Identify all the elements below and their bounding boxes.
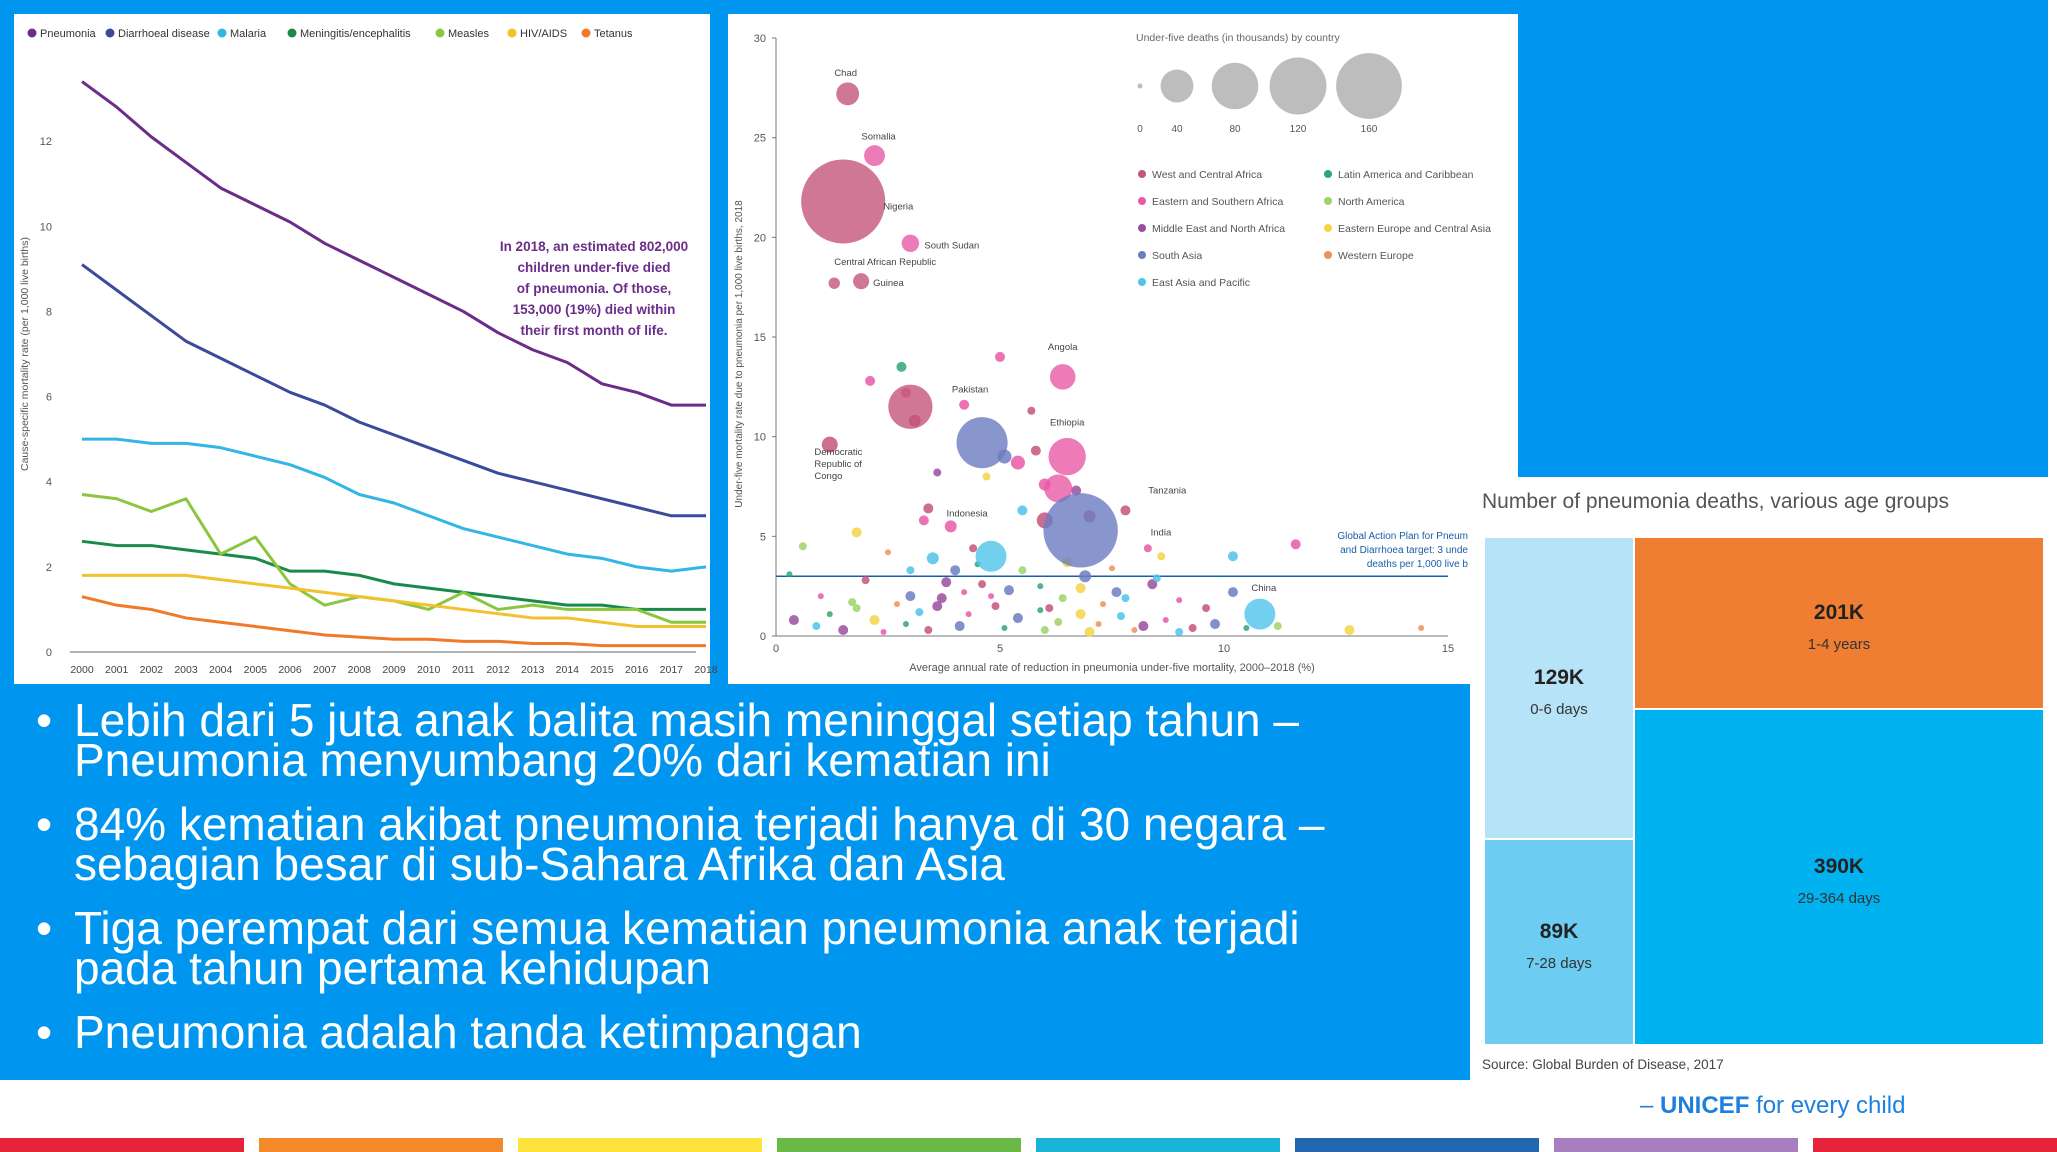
- data-point: [862, 576, 870, 584]
- treemap-title: Number of pneumonia deaths, various age groups: [1482, 490, 1949, 513]
- data-point: [1274, 622, 1282, 630]
- legend-label: Tetanus: [594, 28, 633, 40]
- bullet-line: sebagian besar di sub-Sahara Afrika dan Asia: [74, 838, 1005, 890]
- target-label: Global Action Plan for Pneum: [1337, 531, 1468, 542]
- region-swatch: [1138, 278, 1146, 286]
- bubble-nigeria: [801, 159, 885, 243]
- x-tick-label: 2008: [347, 664, 372, 676]
- treemap-value: 129K: [1533, 666, 1585, 689]
- data-point: [915, 608, 923, 616]
- bullet-dot: •: [36, 902, 53, 954]
- x-tick-label: 2003: [174, 664, 198, 676]
- size-legend-label: 120: [1289, 124, 1307, 135]
- treemap-value: 390K: [1813, 855, 1865, 878]
- data-point: [1004, 585, 1014, 595]
- region-swatch: [1138, 224, 1146, 232]
- data-point: [955, 621, 965, 631]
- data-point: [1076, 609, 1086, 619]
- x-tick-label: 2002: [139, 664, 164, 676]
- bullet-item: [36, 798, 1456, 890]
- data-point: [923, 503, 933, 513]
- annotation-line: of pneumonia. Of those,: [516, 281, 672, 296]
- color-stripe: [1036, 1138, 1280, 1152]
- x-tick-label: 0: [772, 643, 780, 655]
- data-point: [945, 520, 957, 532]
- line-chart: [14, 14, 718, 684]
- bullet-line: Pneumonia menyumbang 20% dari kematian ini: [74, 734, 1051, 786]
- region-swatch: [1138, 197, 1146, 205]
- data-point: [1121, 594, 1129, 602]
- country-label: Republic of: [814, 458, 862, 470]
- data-point: [848, 598, 856, 606]
- bubble-chart: [728, 14, 1518, 684]
- data-point: [1157, 552, 1165, 560]
- bubble-guinea: [853, 273, 869, 289]
- data-point: [1001, 625, 1007, 631]
- country-label: China: [1251, 583, 1277, 595]
- region-label: South Asia: [1152, 250, 1203, 262]
- bubble-china: [1244, 599, 1275, 630]
- legend-swatch: [582, 29, 591, 38]
- footer-brand: UNICEF: [1660, 1092, 1750, 1119]
- treemap-label: 29-364 days: [1797, 890, 1881, 907]
- y-tick-label: 0: [45, 647, 52, 659]
- data-point: [969, 544, 977, 552]
- y-tick-label: 5: [759, 531, 766, 544]
- x-tick-label: 2010: [416, 664, 441, 676]
- legend-swatch: [28, 29, 37, 38]
- color-stripe: [1813, 1138, 2057, 1152]
- country-label: Ethiopia: [1050, 417, 1085, 429]
- annotation-line: their first month of life.: [520, 323, 668, 338]
- footer-tagline-text: for every child: [1749, 1092, 1906, 1119]
- country-label: India: [1150, 527, 1172, 539]
- data-point: [959, 400, 969, 410]
- data-point: [950, 565, 960, 575]
- data-point: [786, 571, 792, 577]
- legend-label: Malaria: [230, 28, 267, 40]
- country-label: Nigeria: [883, 201, 914, 213]
- bubble-chad: [836, 82, 859, 105]
- bullet-line: Pneumonia adalah tanda ketimpangan: [74, 1006, 862, 1058]
- x-tick-label: 2015: [590, 664, 614, 676]
- data-point: [1037, 583, 1043, 589]
- bullet-line: Tiga perempat dari semua kematian pneumonia anak terjadi: [74, 902, 1300, 954]
- series-line-tetanus: [82, 597, 706, 646]
- size-legend-circle: [1270, 58, 1327, 115]
- data-point: [1163, 617, 1169, 623]
- y-tick-label: 2: [45, 561, 52, 574]
- data-point: [1045, 604, 1053, 612]
- y-axis-label: Cause-specific mortality rate (per 1,000 live births): [19, 236, 31, 472]
- y-axis-label: Under-five mortality rate due to pneumonia per 1,000 live births, 2018: [734, 200, 745, 508]
- bullet-item: [36, 1006, 1456, 1058]
- data-point: [941, 577, 951, 587]
- y-tick-label: 25: [753, 132, 766, 145]
- bubble-indonesia: [976, 541, 1007, 572]
- data-point: [903, 621, 909, 627]
- x-tick-label: 2013: [520, 664, 545, 676]
- bullet-line: pada tahun pertama kehidupan: [74, 942, 711, 994]
- data-point: [905, 591, 915, 601]
- data-point: [1059, 594, 1067, 602]
- y-tick-label: 15: [753, 332, 766, 344]
- data-point: [983, 473, 991, 481]
- data-point: [827, 611, 833, 617]
- bubble-somalia: [864, 145, 885, 166]
- country-label: Democratic: [814, 446, 863, 458]
- data-point: [1079, 570, 1091, 582]
- data-point: [1096, 621, 1102, 627]
- data-point: [818, 593, 824, 599]
- color-stripe: [777, 1138, 1021, 1152]
- x-tick-label: 2006: [278, 664, 302, 676]
- region-label: Western Europe: [1338, 250, 1414, 262]
- data-point: [992, 602, 1000, 610]
- region-label: West and Central Africa: [1152, 169, 1263, 181]
- x-tick-label: 2007: [312, 664, 337, 676]
- region-swatch: [1324, 197, 1332, 205]
- y-tick-label: 4: [45, 476, 52, 489]
- country-label: Pakistan: [951, 384, 989, 396]
- legend-label: HIV/AIDS: [520, 28, 568, 40]
- data-point: [1243, 625, 1249, 631]
- data-point: [961, 589, 967, 595]
- treemap-value: 89K: [1539, 920, 1579, 943]
- region-label: Eastern and Southern Africa: [1152, 196, 1284, 208]
- x-tick-label: 2016: [624, 664, 649, 676]
- data-point: [1202, 604, 1210, 612]
- annotation-line: children under-five died: [517, 260, 671, 275]
- legend-swatch: [436, 29, 445, 38]
- treemap-label: 1-4 years: [1807, 636, 1871, 653]
- bullet-list: [36, 694, 1456, 1076]
- x-tick-label: 5: [996, 643, 1004, 655]
- treemap-label: 0-6 days: [1530, 701, 1588, 718]
- treemap-value: 201K: [1813, 601, 1865, 624]
- series-line-malaria: [82, 439, 706, 571]
- data-point: [812, 622, 820, 630]
- data-point: [1076, 583, 1086, 593]
- annotation-line: 153,000 (19%) died within: [512, 302, 676, 317]
- legend-swatch: [288, 29, 297, 38]
- x-tick-label: 2009: [382, 664, 406, 676]
- size-legend-circle: [1161, 70, 1194, 103]
- region-swatch: [1324, 224, 1332, 232]
- data-point: [1027, 407, 1035, 415]
- size-legend-label: 80: [1229, 124, 1241, 135]
- data-point: [978, 580, 986, 588]
- data-point: [1018, 566, 1026, 574]
- footer-dash: –: [1640, 1092, 1661, 1119]
- bullet-dot: •: [36, 694, 53, 746]
- data-point: [1344, 625, 1354, 635]
- country-label: Central African Republic: [834, 257, 937, 269]
- legend-label: Meningitis/encephalitis: [300, 28, 411, 40]
- x-tick-label: 15: [1441, 643, 1455, 655]
- data-point: [881, 629, 887, 635]
- data-point: [1085, 627, 1095, 637]
- x-tick-label: 2005: [243, 664, 268, 676]
- size-legend-label: 0: [1137, 124, 1143, 135]
- data-point: [1109, 565, 1115, 571]
- data-point: [1176, 597, 1182, 603]
- data-point: [919, 515, 929, 525]
- data-point: [932, 601, 942, 611]
- region-swatch: [1324, 251, 1332, 259]
- bubble-chart-panel: [728, 14, 1518, 684]
- bullet-dot: •: [36, 798, 53, 850]
- target-label: and Diarrhoea target: 3 unde: [1340, 545, 1468, 556]
- data-point: [865, 376, 875, 386]
- data-point: [1228, 551, 1238, 561]
- series-line-measles: [82, 494, 706, 622]
- x-tick-label: 2018: [694, 664, 718, 676]
- treemap-source: Source: Global Burden of Disease, 2017: [1482, 1057, 1724, 1072]
- y-tick-label: 30: [753, 33, 766, 45]
- x-tick-label: 2017: [659, 664, 684, 676]
- x-tick-label: 2012: [486, 664, 510, 676]
- y-tick-label: 0: [759, 631, 766, 643]
- bubble-india: [1043, 493, 1117, 567]
- data-point: [852, 527, 862, 537]
- x-axis-label: Average annual rate of reduction in pneumonia under-five mortality, 2000–2018 (%): [909, 662, 1315, 674]
- data-point: [1120, 505, 1130, 515]
- x-tick-label: 2014: [555, 664, 580, 676]
- data-point: [1017, 505, 1027, 515]
- data-point: [1144, 544, 1152, 552]
- data-point: [1189, 624, 1197, 632]
- data-point: [885, 549, 891, 555]
- color-stripe: [1554, 1138, 1798, 1152]
- country-label: South Sudan: [924, 240, 980, 252]
- size-legend-label: 40: [1171, 124, 1183, 135]
- bullet-dot: •: [36, 1006, 53, 1058]
- data-point: [995, 352, 1005, 362]
- y-tick-label: 10: [39, 221, 52, 234]
- size-legend-circle: [1138, 84, 1143, 89]
- data-point: [1041, 626, 1049, 634]
- bubble-angola: [1050, 364, 1076, 390]
- data-point: [1100, 601, 1106, 607]
- size-legend-circle: [1336, 53, 1402, 119]
- data-point: [988, 593, 994, 599]
- color-stripe: [0, 1138, 244, 1152]
- color-stripe: [259, 1138, 503, 1152]
- data-point: [838, 625, 848, 635]
- treemap-label: 7-28 days: [1526, 955, 1592, 972]
- size-legend-circle: [1212, 63, 1259, 110]
- data-point: [789, 615, 799, 625]
- data-point: [1031, 446, 1041, 456]
- bubble-south_sudan: [902, 235, 919, 252]
- country-label: Tanzania: [1148, 485, 1187, 497]
- data-point: [799, 542, 807, 550]
- y-tick-label: 10: [753, 431, 766, 444]
- data-point: [1111, 587, 1121, 597]
- region-swatch: [1138, 251, 1146, 259]
- country-label: Angola: [1047, 341, 1078, 353]
- treemap-chart: [1470, 477, 2048, 1080]
- data-point: [1117, 612, 1125, 620]
- target-label: deaths per 1,000 live b: [1366, 559, 1468, 570]
- data-point: [894, 601, 900, 607]
- legend-swatch: [218, 29, 227, 38]
- data-point: [896, 362, 906, 372]
- color-stripe: [1295, 1138, 1539, 1152]
- data-point: [1138, 621, 1148, 631]
- country-label: Congo: [814, 470, 843, 482]
- data-point: [1291, 539, 1301, 549]
- region-label: Middle East and North Africa: [1152, 223, 1286, 235]
- color-stripe: [518, 1138, 762, 1152]
- data-point: [966, 611, 972, 617]
- country-label: Chad: [834, 67, 858, 79]
- region-swatch: [1138, 170, 1146, 178]
- data-point: [1153, 574, 1161, 582]
- region-label: North America: [1338, 196, 1405, 208]
- bubble-car: [829, 277, 840, 288]
- country-label: Somalia: [861, 131, 896, 143]
- data-point: [1013, 613, 1023, 623]
- legend-swatch: [508, 29, 517, 38]
- bullet-line: Lebih dari 5 juta anak balita masih meninggal setiap tahun –: [74, 694, 1299, 746]
- y-tick-label: 20: [753, 232, 766, 245]
- bullet-item: [36, 902, 1456, 994]
- region-label: East Asia and Pacific: [1152, 277, 1251, 289]
- country-label: Guinea: [873, 278, 904, 290]
- size-legend-label: 160: [1360, 124, 1378, 135]
- data-point: [870, 615, 880, 625]
- x-tick-label: 2000: [70, 664, 94, 676]
- data-point: [1011, 456, 1025, 470]
- bubble-ethiopia: [1049, 438, 1086, 475]
- data-point: [1175, 628, 1183, 636]
- country-label: Indonesia: [946, 508, 988, 520]
- footer-tagline: [1640, 1092, 1905, 1120]
- annotation-line: In 2018, an estimated 802,000: [499, 239, 689, 254]
- bullet-item: [36, 694, 1456, 786]
- bubble-drc: [888, 385, 932, 429]
- data-point: [1037, 607, 1043, 613]
- x-tick-label: 2001: [104, 664, 129, 676]
- line-chart-panel: [14, 14, 718, 684]
- data-point: [1418, 625, 1424, 631]
- x-tick-label: 2011: [452, 664, 475, 676]
- data-point: [927, 552, 939, 564]
- treemap-panel: [1470, 477, 2048, 1080]
- bullet-line: 84% kematian akibat pneumonia terjadi hanya di 30 negara –: [74, 798, 1325, 850]
- data-point: [924, 626, 932, 634]
- data-point: [1210, 619, 1220, 629]
- data-point: [1228, 587, 1238, 597]
- legend-label: Diarrhoeal disease: [118, 28, 210, 40]
- legend-swatch: [106, 29, 115, 38]
- data-point: [906, 566, 914, 574]
- x-tick-label: 2004: [208, 664, 233, 676]
- data-point: [933, 469, 941, 477]
- data-point: [1054, 618, 1062, 626]
- region-label: Eastern Europe and Central Asia: [1338, 223, 1491, 235]
- legend-label: Measles: [448, 28, 489, 40]
- legend-label: Pneumonia: [40, 28, 96, 40]
- region-swatch: [1324, 170, 1332, 178]
- data-point: [1131, 627, 1137, 633]
- x-tick-label: 10: [1217, 643, 1231, 655]
- bubble-pakistan: [957, 417, 1008, 468]
- y-tick-label: 6: [45, 391, 52, 404]
- region-label: Latin America and Caribbean: [1338, 169, 1474, 181]
- size-legend-title: Under-five deaths (in thousands) by country: [1136, 32, 1340, 44]
- y-tick-label: 12: [39, 136, 52, 149]
- y-tick-label: 8: [45, 306, 52, 319]
